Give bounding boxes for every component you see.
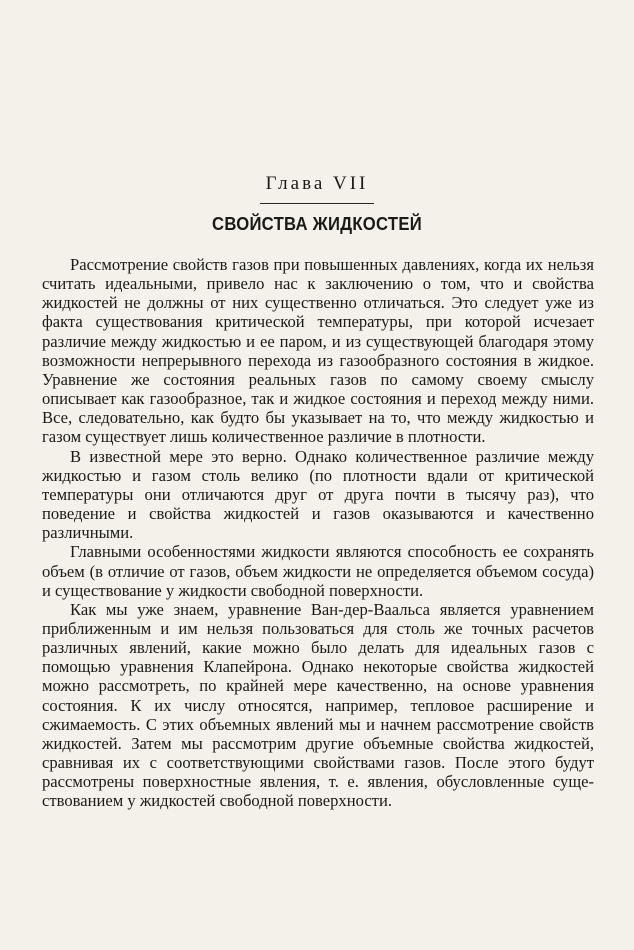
paragraph-3: Главными особенностями жидкости являются способность ее сохранять объем (в отличие от газов, объем жидкости не определяется объемом сосуда) и существование у жидкости свободной поверхности.	[42, 542, 594, 600]
paragraph-1: Рассмотрение свойств газов при повышенных давлениях, когда их нельзя считать идеальными, привело нас к заключению о том, что и свойства жидкостей не должны от них существенно отличаться. Это следует уже из факта существования критической температуры, при которой исчезает различие между жидкостью и ее паром, и из существующей благодаря этому возможности непрерывного перехода из газообразного состояния в жидкое. Уравнение же состояния реальных газов по самому своему смыслу описывает как газообразное, так и жидкое состояния и переход между ними. Все, следовательно, как будто бы указывает на то, что между жидкостью и газом существует лишь количественное различие в плотности.	[42, 255, 594, 447]
paragraph-2: В известной мере это верно. Однако количественное различие между жидкостью и газом столь велико (по плотности вдали от критической температуры они отличаются друг от друга почти в тысячу раз), что поведение и свойства жидкостей и газов оказываются и качественно различными.	[42, 446, 594, 543]
paragraph-4: Как мы уже знаем, уравнение Ван-дер-Ваальса является уравнением приближенным и им нельзя пользоваться для столь же точных расчетов различных явлений, какие можно было делать для идеальных газов с помощью уравнения Клапейрона. Однако некоторые свойства жидкостей можно рассмотреть, по крайней мере качественно, на основе уравнения состояния. К их числу относятся, например, тепловое расширение и сжимаемость. С этих объемных явлений мы и начнем рассмотрение свойств жидкостей. Затем мы рассмотрим другие объемные свойства жидкостей, сравнивая их с соответствующими свойствами газов. После этого будут рассмотрены поверхностные явления, т. е. явления, обусловленные существованием у жидкостей свободной поверхности.	[42, 599, 594, 811]
chapter-divider	[260, 203, 374, 204]
chapter-label: Глава VII	[265, 173, 369, 194]
body-text	[42, 255, 594, 811]
chapter-title: СВОЙСТВА ЖИДКОСТЕЙ	[212, 213, 422, 234]
